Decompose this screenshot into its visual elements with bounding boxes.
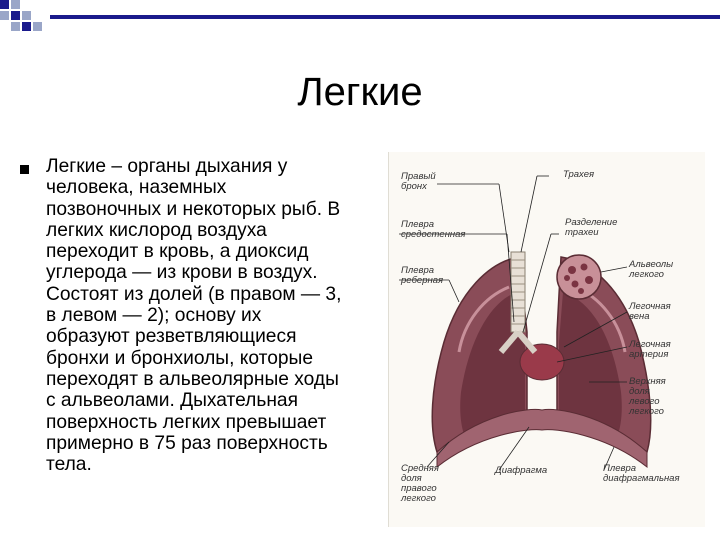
corner-square-light bbox=[11, 0, 20, 9]
corner-square-light bbox=[33, 22, 42, 31]
slide-title bbox=[0, 70, 720, 115]
label-diaphragmatic-pleura: Плевра диафрагмальная bbox=[603, 463, 680, 484]
corner-square-light bbox=[11, 22, 20, 31]
label-upper-lobe: Верхняя доля левого легкого bbox=[629, 376, 666, 417]
label-trachea: Трахея bbox=[563, 169, 595, 180]
label-middle-lobe: Средняя доля правого легкого bbox=[401, 463, 439, 504]
corner-square-light bbox=[0, 11, 9, 20]
label-pulmonary-artery: Легочная артерия bbox=[629, 339, 671, 360]
label-mediastinal-pleura: Плевра средостенная bbox=[401, 219, 466, 240]
label-tracheal-bifurcation: Разделение трахеи bbox=[565, 217, 618, 238]
label-diaphragm: Диафрагма bbox=[495, 465, 548, 476]
corner-square-light bbox=[22, 11, 31, 20]
header-decoration bbox=[0, 0, 720, 40]
corner-square-dark bbox=[0, 0, 9, 9]
slide-title-text: Легкие bbox=[297, 70, 423, 114]
lung-diagram bbox=[388, 152, 705, 527]
header-line bbox=[50, 15, 720, 19]
corner-square-dark bbox=[22, 22, 31, 31]
label-pulmonary-vein: Легочная вена bbox=[629, 301, 671, 322]
label-costal-pleura: Плевра реберная bbox=[401, 265, 444, 286]
bullet-marker bbox=[20, 165, 29, 174]
corner-square-dark bbox=[11, 11, 20, 20]
label-alveoli: Альвеолы легкого bbox=[629, 259, 674, 280]
slide-body-text: Легкие – органы дыхания у человека, наземных позвоночных и некоторых рыб. В легких кислород воздуха переходит в кровь, а диоксид углерода — из крови в воздух. Состоят из долей (в правом — 3, в левом — 2); основу их образуют резветвляющиеся бронхи и бронхиолы, которые переходят в альвеолярные ходы с альвеолами. Дыхательная поверхность легких превышает примерно в 75 раз поверхность тела. bbox=[46, 156, 342, 476]
label-right-bronchus: Правый бронх bbox=[401, 171, 436, 192]
